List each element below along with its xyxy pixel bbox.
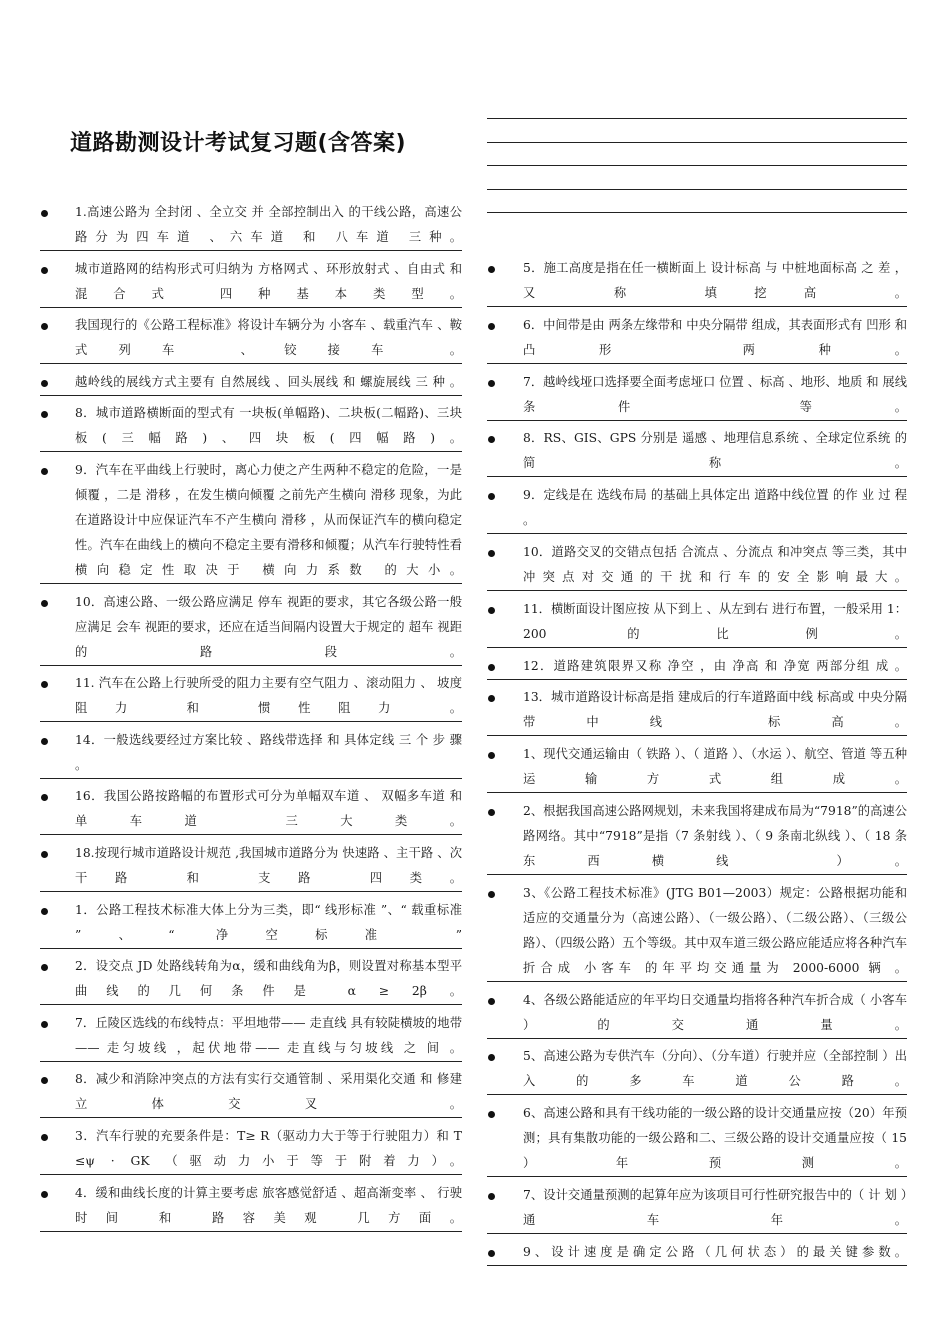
- bullet-icon: [41, 794, 48, 801]
- bullet-icon: [488, 380, 495, 387]
- right-question-column: [487, 256, 907, 1272]
- question-item: 16．我国公路按路幅的布置形式可分为单幅双车道 、 双幅多车道 和 单车道 三大类。: [40, 784, 462, 835]
- question-item: 10．道路交叉的交错点包括 合流点 、分流点 和冲突点 等三类，其中 冲突点对交通的干扰和行车的安全影响最大。: [487, 540, 907, 591]
- bullet-icon: [488, 695, 495, 702]
- blank-line: [487, 165, 907, 166]
- bullet-icon: [488, 664, 495, 671]
- question-item: 8．减少和消除冲突点的方法有实行交通管制 、采用渠化交通 和 修建立体交叉 。: [40, 1067, 462, 1118]
- bullet-icon: [488, 1193, 495, 1200]
- question-item: 我国现行的《公路工程标准》将设计车辆分为 小客车 、载重汽车 、鞍式列车 、铰接车 。: [40, 313, 462, 364]
- question-item: 13．城市道路设计标高是指 建成后的行车道路面中线 标高或 中央分隔带中线 标高。: [487, 685, 907, 736]
- question-item: 10．高速公路、一级公路应满足 停车 视距的要求，其它各级公路一般应满足 会车 视距的要求，还应在适当间隔内设置大于规定的 超车 视距的路段。: [40, 590, 462, 666]
- question-item: 18.按现行城市道路设计规范 ,我国城市道路分为 快速路 、主干路 、次干路 和 支路 四类。: [40, 841, 462, 892]
- bullet-icon: [41, 738, 48, 745]
- bullet-icon: [41, 681, 48, 688]
- bullet-icon: [41, 964, 48, 971]
- bullet-icon: [488, 1111, 495, 1118]
- question-item: 3、《公路工程技术标准》(JTG B01—2003）规定：公路根据功能和适应的交通量分为（高速公路）、（一级公路）、（二级公路）、（三级公路）、（四级公路）五个等级。其中双车道三级公路应能适应将各种汽车折合成 小客车 的年平均交通量为 2000-6000 辆 。: [487, 881, 907, 982]
- blank-line: [487, 212, 907, 213]
- question-item: 8．RS、GIS、GPS 分别是 遥感 、地理信息系统 、全球定位系统 的简称。: [487, 426, 907, 477]
- bullet-icon: [488, 493, 495, 500]
- question-item: 1、现代交通运输由（ 铁路 ）、（ 道路 ）、（水运 ）、航空、管道 等五种运输方式组成。: [487, 742, 907, 793]
- left-question-column: [40, 200, 462, 1237]
- bullet-icon: [41, 210, 48, 217]
- question-item: 2、根据我国高速公路网规划，未来我国将建成布局为“7918”的高速公路网络。其中“7918”是指（7 条射线 ）、（ 9 条南北纵线 ）、（ 18 条东西横线 ）。: [487, 799, 907, 875]
- question-item: 2．设交点 JD 处路线转角为α，缓和曲线角为β，则设置对称基本型平曲线的几何条件是 α ≥ 2β 。: [40, 954, 462, 1005]
- blank-line: [487, 142, 907, 143]
- bullet-icon: [41, 468, 48, 475]
- question-item: 8．城市道路横断面的型式有 一块板(单幅路)、二块板(二幅路)、三块板(三幅路)、四块板(四幅路)。: [40, 401, 462, 452]
- bullet-icon: [488, 436, 495, 443]
- bullet-icon: [488, 809, 495, 816]
- question-item: 1.高速公路为 全封闭 、全立交 并 全部控制出入 的干线公路，高速公路分为四车道 、六车道 和 八车道 三种。: [40, 200, 462, 251]
- bullet-icon: [488, 266, 495, 273]
- question-item: 14．一般选线要经过方案比较 、路线带选择 和 具体定线 三 个 步 骤 。: [40, 728, 462, 779]
- question-item: 11．横断面设计图应按 从下到上 、从左到右 进行布置，一般采用 1：200 的比例。: [487, 597, 907, 648]
- question-item: 7．丘陵区选线的布线特点：平坦地带—— 走直线 具有较陡横坡的地带—— 走匀坡线 ，起伏地带—— 走直线与匀坡线 之 间 。: [40, 1011, 462, 1062]
- blank-answer-lines: [487, 118, 907, 236]
- bullet-icon: [41, 1077, 48, 1084]
- question-item: 11. 汽车在公路上行驶所受的阻力主要有空气阻力 、滚动阻力 、 坡度阻力 和 惯性阻力 。: [40, 671, 462, 722]
- question-item: 9、设计速度是确定公路（几何状态）的最关键参数。: [487, 1240, 907, 1266]
- question-item: 3．汽车行驶的充要条件是：T≥ R（驱动力大于等于行驶阻力）和 T ≤ψ · GK （驱动力小于等于附着力）。: [40, 1124, 462, 1175]
- bullet-icon: [41, 600, 48, 607]
- page-title: 道路勘测设计考试复习题(含答案): [70, 131, 407, 156]
- bullet-icon: [488, 1250, 495, 1257]
- bullet-icon: [41, 1134, 48, 1141]
- bullet-icon: [41, 380, 48, 387]
- bullet-icon: [41, 411, 48, 418]
- bullet-icon: [488, 607, 495, 614]
- bullet-icon: [488, 998, 495, 1005]
- bullet-icon: [488, 752, 495, 759]
- blank-line: [487, 189, 907, 190]
- bullet-icon: [41, 323, 48, 330]
- bullet-icon: [488, 550, 495, 557]
- bullet-icon: [488, 323, 495, 330]
- question-item: 城市道路网的结构形式可归纳为 方格网式 、环形放射式 、自由式 和 混合式 四种基本类型。: [40, 257, 462, 308]
- question-item: 12．道路建筑限界又称 净空 ，由 净高 和 净宽 两部分组 成 。: [487, 654, 907, 680]
- question-item: 5．施工高度是指在任一横断面上 设计标高 与 中桩地面标高 之 差 ， 又 称 填挖高 。: [487, 256, 907, 307]
- question-item: 4、各级公路能适应的年平均日交通量均指将各种汽车折合成（ 小客车 ）的交通量。: [487, 988, 907, 1039]
- question-item: 6、高速公路和具有干线功能的一级公路的设计交通量应按（20）年预测；具有集散功能的一级公路和二、三级公路的设计交通量应按（ 15 ）年预测。: [487, 1101, 907, 1177]
- bullet-icon: [488, 1054, 495, 1061]
- bullet-icon: [488, 891, 495, 898]
- bullet-icon: [41, 1191, 48, 1198]
- question-item: 4．缓和曲线长度的计算主要考虑 旅客感觉舒适 、超高渐变率 、 行驶时间 和 路容美观 几方面。: [40, 1181, 462, 1232]
- question-item: 7、设计交通量预测的起算年应为该项目可行性研究报告中的（ 计 划 ）通车年。: [487, 1183, 907, 1234]
- bullet-icon: [41, 908, 48, 915]
- question-item: 1．公路工程技术标准大体上分为三类，即“ 线形标准 ”、“ 载重标准 ”、“ 净空标准 ”: [40, 898, 462, 949]
- question-item: 9．定线是在 选线布局 的基础上具体定出 道路中线位置 的作 业 过 程 。: [487, 483, 907, 534]
- question-item: 5、高速公路为专供汽车（分向）、（分车道）行驶并应（全部控制 ）出入的多车道公路。: [487, 1044, 907, 1095]
- question-item: 越岭线的展线方式主要有 自然展线 、回头展线 和 螺旋展线 三 种 。: [40, 370, 462, 396]
- question-item: 7．越岭线垭口选择要全面考虑垭口 位置 、标高 、地形、地质 和 展线条件 等。: [487, 370, 907, 421]
- bullet-icon: [41, 851, 48, 858]
- question-item: 6．中间带是由 两条左缘带和 中央分隔带 组成，其表面形式有 凹形 和 凸形 两种。: [487, 313, 907, 364]
- bullet-icon: [41, 1021, 48, 1028]
- bullet-icon: [41, 267, 48, 274]
- question-item: 9．汽车在平曲线上行驶时，离心力使之产生两种不稳定的危险，一是 倾覆 ，二是 滑移 ，在发生横向倾覆 之前先产生横向 滑移 现象，为此在道路设计中应保证汽车不产生横向 滑移 ，从而保证汽车的横向稳定性。汽车在曲线上的横向不稳定主要有滑移和倾覆；从汽车行驶特性看横向稳定性取决于 横向力系数 的大小。: [40, 458, 462, 584]
- blank-line: [487, 118, 907, 119]
